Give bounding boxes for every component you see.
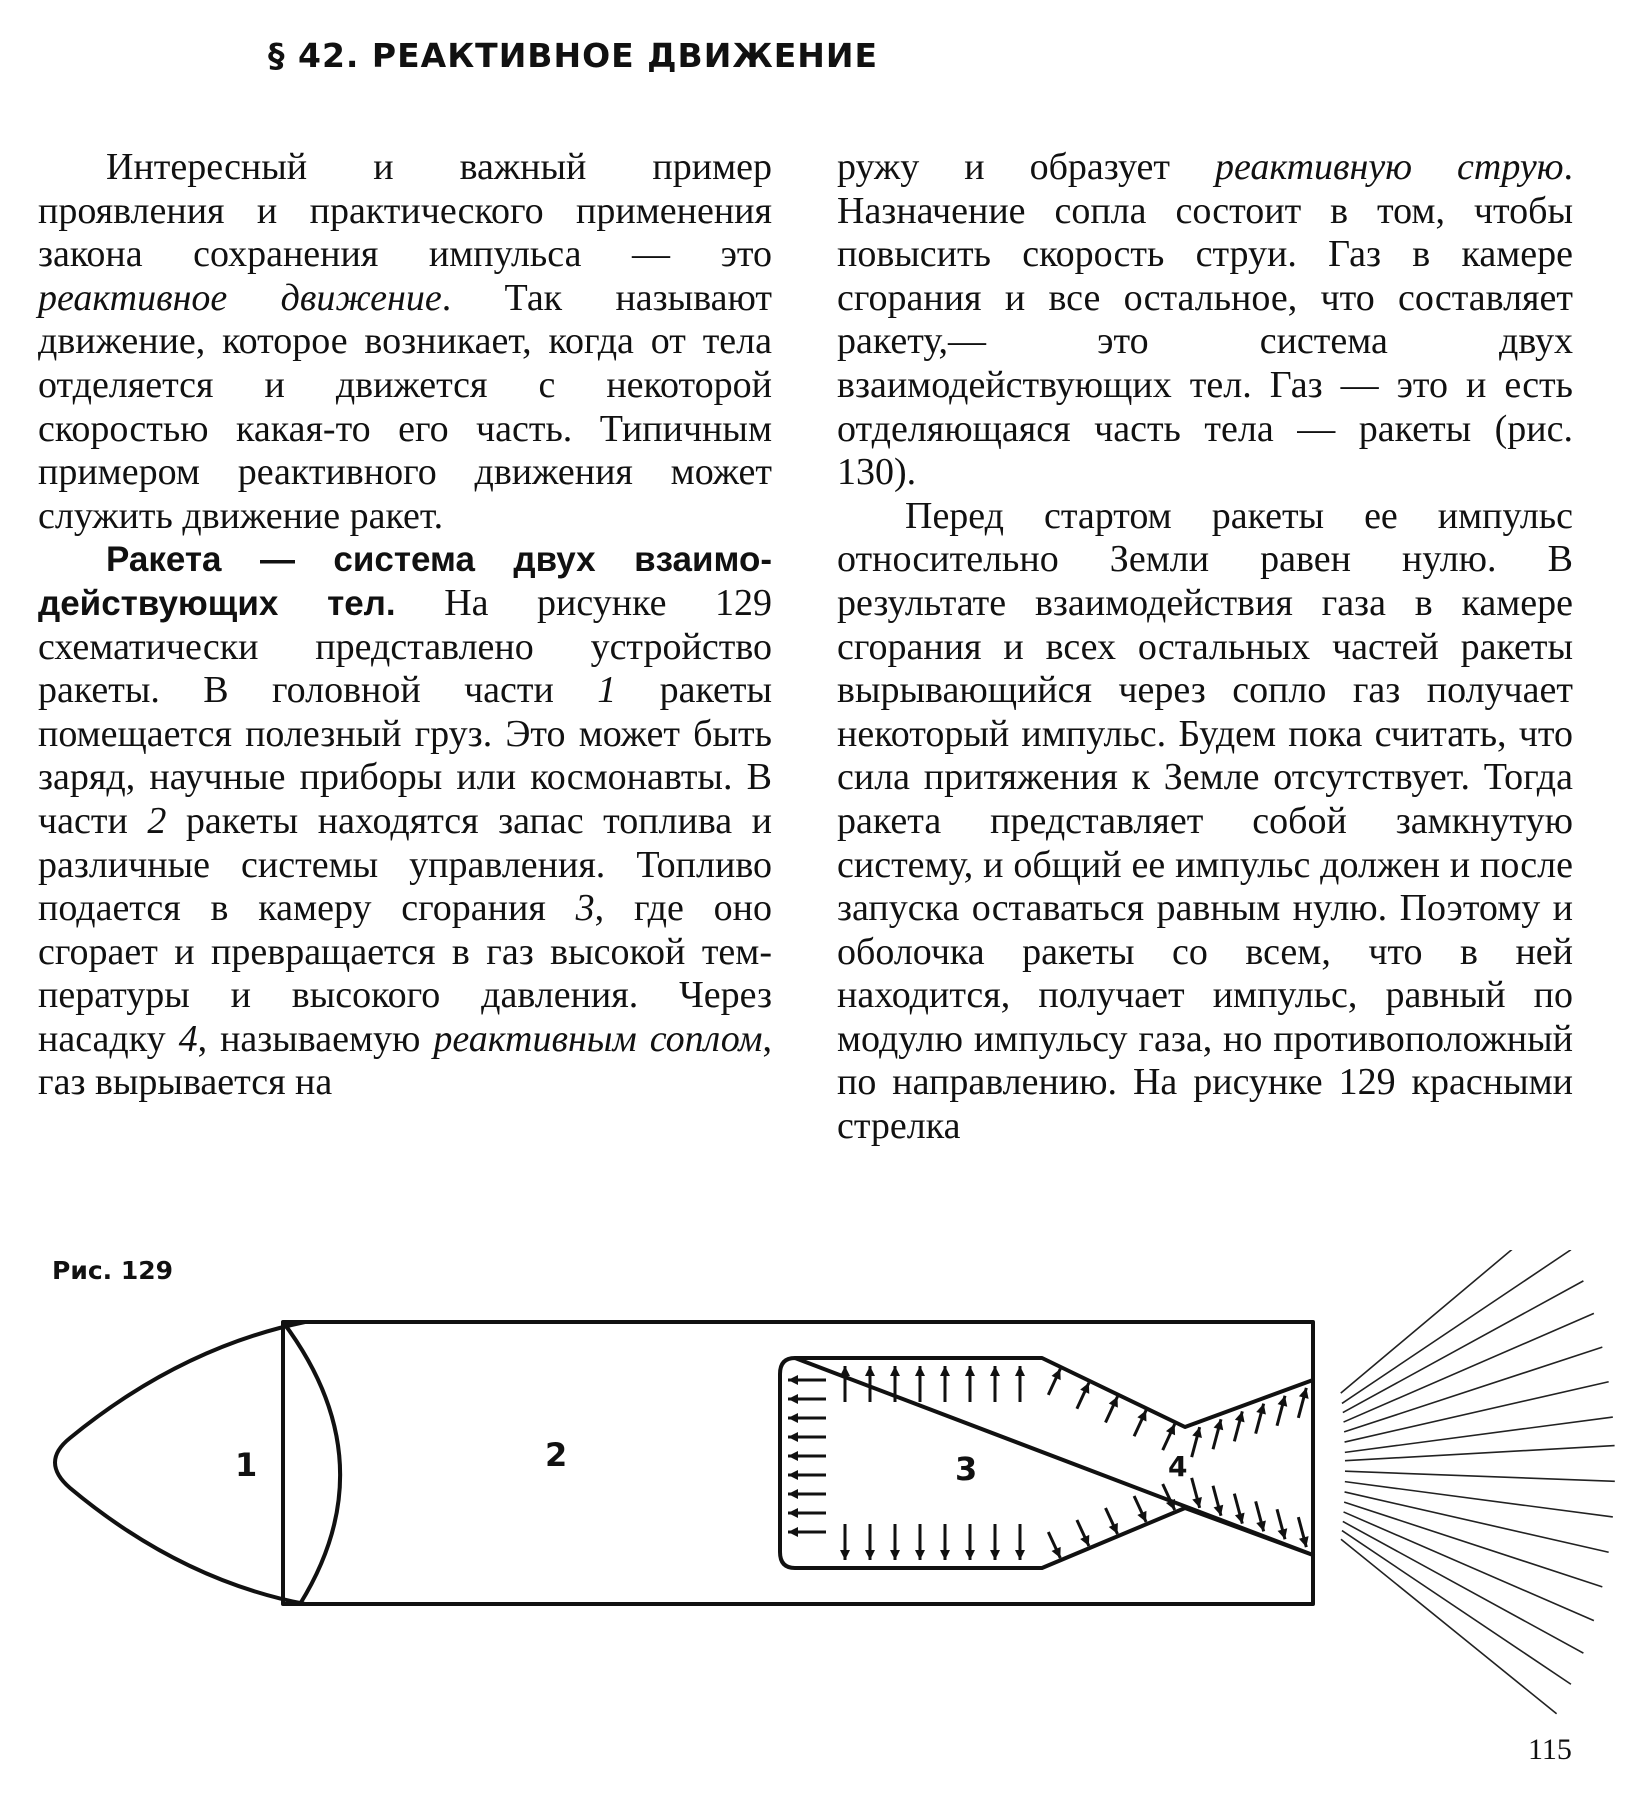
jet-stream-line (1344, 1347, 1602, 1432)
pressure-arrow (990, 1524, 1000, 1560)
pressure-arrow (840, 1524, 850, 1560)
pressure-arrow (788, 1375, 826, 1385)
section-heading: § 42. РЕАКТИВНОЕ ДВИЖЕНИЕ (268, 36, 879, 75)
pressure-arrow (915, 1366, 925, 1402)
text-run: . Назначение сопла состоит в том, чтобы повысить скорость струи. Газ в камере сгорания и все остальное, что составляет ракету,— это система двух взаимодействующих тел. Газ — это и есть отделяющаяся часть тела — ракеты (рис. 130). (837, 146, 1573, 494)
pressure-arrow (1048, 1532, 1060, 1558)
pressure-arrow (940, 1366, 950, 1402)
paragraph-rocket-system (38, 538, 772, 1105)
pressure-arrow (890, 1524, 900, 1560)
gas-pressure-arrows (788, 1366, 1309, 1560)
part-label-3: 3 (955, 1450, 978, 1488)
jet-stream-line (1345, 1492, 1609, 1552)
pressure-arrow (788, 1508, 826, 1518)
bold-lead-in: Ракета — система двух взаимодействующих тел. (38, 540, 772, 623)
pressure-arrow (865, 1524, 875, 1560)
pressure-arrow (1256, 1501, 1266, 1531)
jet-stream-line (1345, 1482, 1613, 1517)
part-label-1: 1 (235, 1446, 258, 1484)
jet-stream-line (1341, 1539, 1557, 1714)
jet-stream-line (1344, 1502, 1602, 1587)
combustion-chamber-outline (780, 1358, 1313, 1568)
paragraph-continuation (837, 146, 1573, 495)
pressure-arrow (1134, 1410, 1146, 1436)
pressure-arrow (1015, 1366, 1025, 1402)
pressure-arrow (788, 1470, 826, 1480)
pressure-arrow (1106, 1397, 1118, 1423)
part-ref: 1 (597, 669, 617, 712)
pressure-arrow (1234, 1411, 1244, 1441)
paragraph-momentum (837, 495, 1573, 1149)
part-label-2: 2 (545, 1436, 568, 1474)
pressure-arrow (788, 1489, 826, 1499)
jet-stream-line (1344, 1512, 1594, 1621)
figure-caption: Рис. 129 (52, 1256, 174, 1285)
left-column (38, 146, 772, 1105)
text-run: Перед стартом ракеты ее импульс относительно Земли равен нулю. В результате взаимодействия газа в камере сгорания и всех остальных частей ракеты вырывающийся через сопло газ получает некоторый импульс. Будем пока считать, что сила притяжения к Земле отсутствует. Тогда ракета представляет собой замкнутую систему, и общий ее импульс должен и после запуска оставаться равным нулю. Поэтому и оболочка ракеты со всем, что в ней находится, получает импульс, равный по модулю импульсу газа, но противоположный по направлению. На рисунке 129 красными стрелка (837, 494, 1573, 1148)
pressure-arrow (1277, 1509, 1287, 1539)
jet-stream-line (1345, 1417, 1613, 1452)
nose-divider (283, 1322, 340, 1604)
emphasis-term: реактивную струю (1214, 146, 1564, 188)
pressure-arrow (788, 1413, 826, 1423)
emphasis-term: реактивным соплом (433, 1017, 763, 1060)
emphasis-term: реактивное движение (38, 276, 442, 319)
pressure-arrow (1106, 1508, 1118, 1534)
jet-stream-line (1344, 1313, 1594, 1422)
rocket-body-outline (283, 1322, 1313, 1604)
pressure-arrow (1015, 1524, 1025, 1560)
rocket-diagram (0, 1250, 1637, 1720)
jet-stream-line (1345, 1382, 1609, 1442)
pressure-arrow (840, 1366, 850, 1402)
text-run: , газ вырывается на (38, 1017, 772, 1104)
pressure-arrow (940, 1524, 950, 1560)
part-ref: 4 (178, 1017, 198, 1060)
pressure-arrow (1277, 1396, 1287, 1426)
page-number: 115 (1528, 1733, 1572, 1766)
text-run: , где оно сгорает и превращается в газ высокой температуры и высокого давления. Через насадку (38, 887, 772, 1060)
pressure-arrow (1298, 1517, 1308, 1547)
jet-stream-line (1345, 1471, 1615, 1481)
pressure-arrow (1256, 1404, 1266, 1434)
pressure-arrow (1298, 1388, 1308, 1418)
text-run: , называемую (197, 1017, 434, 1060)
right-column (837, 146, 1573, 1149)
pressure-arrow (788, 1451, 826, 1461)
jet-stream-lines (1341, 1250, 1615, 1714)
rocket-nose-outline (55, 1322, 305, 1604)
text-run: На рисунке 129 схематически представлено устройство ракеты. В головной части (38, 581, 773, 712)
pressure-arrow (788, 1527, 826, 1537)
pressure-arrow (1213, 1486, 1223, 1516)
part-ref: 2 (147, 799, 167, 842)
pressure-arrow (915, 1524, 925, 1560)
pressure-arrow (1163, 1424, 1175, 1450)
paragraph-intro (38, 146, 772, 538)
pressure-arrow (1048, 1369, 1060, 1395)
part-label-4: 4 (1168, 1450, 1188, 1483)
pressure-arrow (788, 1432, 826, 1442)
pressure-arrow (1077, 1520, 1089, 1546)
pressure-arrow (1213, 1419, 1223, 1449)
pressure-arrow (788, 1394, 826, 1404)
text-run: ракеты находятся запас топлива и различные системы управления. Топливо подается в камеру сгорания (38, 799, 772, 930)
jet-stream-line (1342, 1531, 1571, 1685)
pressure-arrow (1234, 1494, 1244, 1524)
jet-stream-line (1341, 1250, 1554, 1393)
pressure-arrow (1134, 1496, 1146, 1522)
text-run: ружу и образует (837, 146, 1215, 188)
pressure-arrow (1192, 1427, 1202, 1457)
jet-stream-line (1342, 1250, 1571, 1403)
part-ref: 3 (575, 887, 595, 930)
text-run: . Так называют движение, которое возникает, когда от тела отделяется и движется с некоторой скоростью какая-то его часть. Типичным примером реактивного движения может служить движение ракет. (38, 276, 772, 537)
pressure-arrow (990, 1366, 1000, 1402)
pressure-arrow (965, 1524, 975, 1560)
pressure-arrow (1192, 1478, 1202, 1508)
pressure-arrow (965, 1366, 975, 1402)
text-run: ракеты помещается полезный груз. Это может быть заряд, научные приборы или космонавты. В части (38, 669, 772, 842)
text-run: Интересный и важный пример проявления и практического применения закона сохранения импульса — это (38, 146, 772, 276)
pressure-arrow (1077, 1383, 1089, 1409)
